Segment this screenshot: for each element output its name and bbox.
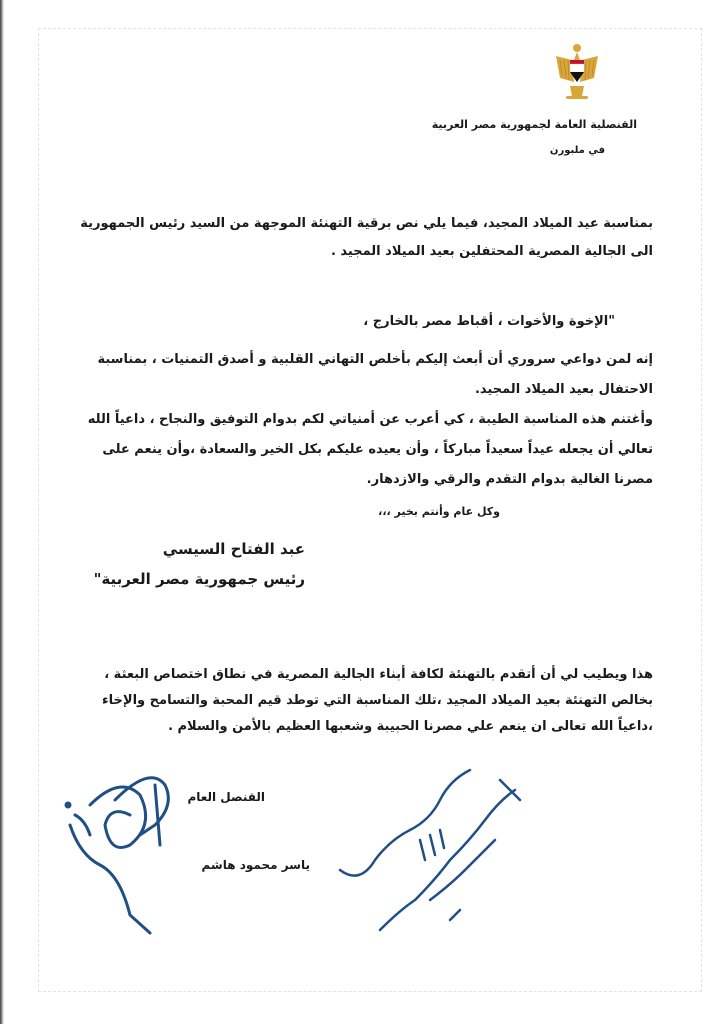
scan-edge (0, 0, 4, 1024)
letter-paragraph-1: إنه لمن دواعي سروري أن أبعث إليكم بأخلص التهاني القلبية و أصدق التمنيات ، بمناسبة الاحتفال بعيد الميلاد المجيد. (97, 352, 653, 397)
handwritten-signature-icon (60, 765, 190, 935)
letter-closing: وكل عام وأنتم بخير ،،، (378, 505, 500, 518)
letter-salutation: "الإخوة والأخوات ، أقباط مصر بالخارج ، (363, 314, 615, 329)
letter-outro: هذا ويطيب لي أن أتقدم بالتهنئة لكافة أبناء الجالية المصرية في نطاق اختصاص البعثة ، بخالص التهنئة بعيد الميلاد المجيد ،تلك المناسبة التي توطد قيم المحبة والتسامح والإخاء ،داعياً الله تعالى ان ينعم علي مصرنا الحبيبة وشعبها العظيم بالأمن والسلام . (102, 667, 653, 734)
consul-name: ياسر محمود هاشم (201, 858, 310, 872)
president-title: رئيس جمهورية مصر العربية" (93, 570, 305, 588)
egypt-eagle-emblem-icon (552, 42, 602, 100)
consul-title: القنصل العام (187, 790, 265, 804)
letter-paragraph-2: وأغتنم هذه المناسبة الطيبة ، كي أعرب عن أمنياتي لكم بدوام التوفيق والنجاح ، داعياً الله تعالي أن يجعله عيداً سعيداً مباركاً ، وأن يعيده عليكم بكل الخير والسعادة ،وأن ينعم على مصرنا الغالية بدوام التقدم والرقي والازدهار. (87, 412, 653, 487)
letter-intro: بمناسبة عيد الميلاد المجيد، فيما يلي نص برقية التهنئة الموجهة من السيد رئيس الجمهورية الى الجالية المصرية المحتفلين بعيد الميلاد المجيد . (80, 216, 653, 259)
president-name: عبد الفتاح السيسي (162, 540, 305, 558)
consulate-city: في ملبورن (549, 145, 605, 156)
handwritten-note-icon (320, 760, 530, 950)
consulate-name: القنصلية العامة لجمهورية مصر العربية (431, 118, 637, 131)
